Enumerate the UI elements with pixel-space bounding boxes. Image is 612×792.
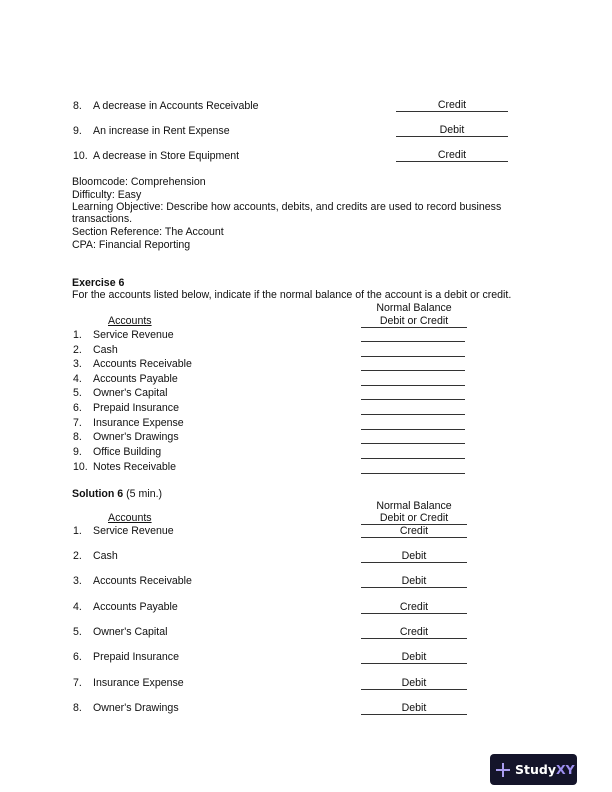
item-answer: Credit [396,149,508,162]
account-name: Owner's Drawings [93,431,179,443]
row-number: 9. [73,446,82,458]
item-text: An increase in Rent Expense [93,125,230,137]
account-name: Insurance Expense [93,417,184,429]
row-number: 1. [73,525,82,537]
row-number: 2. [73,550,82,562]
normal-balance-answer: Credit [361,626,467,639]
answer-blank[interactable] [361,385,465,386]
plus-icon [496,763,510,777]
accounts-header: Accounts [108,512,152,524]
learning-objective-cont: transactions. [72,213,133,225]
col-header-normal-balance: Normal Balance [376,302,452,314]
answer-blank[interactable] [361,414,465,415]
answer-blank[interactable] [361,341,465,342]
account-name: Service Revenue [93,329,174,341]
difficulty: Difficulty: Easy [72,189,142,201]
solution-time: (5 min.) [126,488,163,500]
account-name: Owner's Capital [93,626,168,638]
row-number: 5. [73,626,82,638]
normal-balance-answer: Debit [361,651,467,664]
row-number: 4. [73,601,82,613]
answer-blank[interactable] [361,458,465,459]
answer-blank[interactable] [361,473,465,474]
section-reference: Section Reference: The Account [72,226,224,238]
normal-balance-answer: Debit [361,550,467,563]
item-answer: Debit [396,124,508,137]
answer-blank[interactable] [361,370,465,371]
row-number: 7. [73,677,82,689]
row-number: 5. [73,387,82,399]
col-header-debit-or-credit: Debit or Credit [361,512,467,525]
account-name: Notes Receivable [93,461,177,473]
solution-title-line [72,488,162,500]
row-number: 3. [73,575,82,587]
item-answer: Credit [396,99,508,112]
account-name: Accounts Payable [93,373,178,385]
answer-blank[interactable] [361,399,465,400]
item-text: A decrease in Accounts Receivable [93,100,259,112]
normal-balance-answer: Debit [361,677,467,690]
item-number: 8. [73,100,82,112]
item-number: 9. [73,125,82,137]
normal-balance-answer: Credit [361,525,467,538]
answer-blank[interactable] [361,356,465,357]
account-name: Cash [93,550,118,562]
row-number: 7. [73,417,82,429]
item-text: A decrease in Store Equipment [93,150,240,162]
row-number: 1. [73,329,82,341]
account-name: Office Building [93,446,162,458]
solution-title: Solution 6 [72,488,124,500]
account-name: Cash [93,344,118,356]
brand-accent: XY [555,762,575,777]
brand-main: Study [515,762,556,777]
col-header-debit-or-credit: Debit or Credit [361,315,467,328]
account-name: Insurance Expense [93,677,184,689]
exercise-title: Exercise 6 [72,277,125,289]
account-name: Prepaid Insurance [93,402,179,414]
account-name: Accounts Receivable [93,358,192,370]
brand-name [515,762,575,777]
accounts-header: Accounts [108,315,152,327]
answer-blank[interactable] [361,429,465,430]
account-name: Owner's Drawings [93,702,179,714]
exercise-instructions: For the accounts listed below, indicate if the normal balance of the account is a debit or credit. [72,289,512,301]
row-number: 4. [73,373,82,385]
learning-objective: Learning Objective: Describe how accounts, debits, and credits are used to record business [72,201,502,213]
row-number: 8. [73,431,82,443]
row-number: 6. [73,651,82,663]
answer-blank[interactable] [361,443,465,444]
normal-balance-answer: Debit [361,575,467,588]
account-name: Prepaid Insurance [93,651,179,663]
bloomcode: Bloomcode: Comprehension [72,176,206,188]
account-name: Owner's Capital [93,387,168,399]
normal-balance-answer: Debit [361,702,467,715]
account-name: Accounts Payable [93,601,178,613]
col-header-normal-balance: Normal Balance [376,500,452,512]
row-number: 10. [73,461,88,473]
item-number: 10. [73,150,88,162]
row-number: 8. [73,702,82,714]
account-name: Service Revenue [93,525,174,537]
cpa: CPA: Financial Reporting [72,239,191,251]
account-name: Accounts Receivable [93,575,192,587]
row-number: 3. [73,358,82,370]
normal-balance-answer: Credit [361,601,467,614]
row-number: 2. [73,344,82,356]
studyxy-badge[interactable] [490,754,577,785]
row-number: 6. [73,402,82,414]
